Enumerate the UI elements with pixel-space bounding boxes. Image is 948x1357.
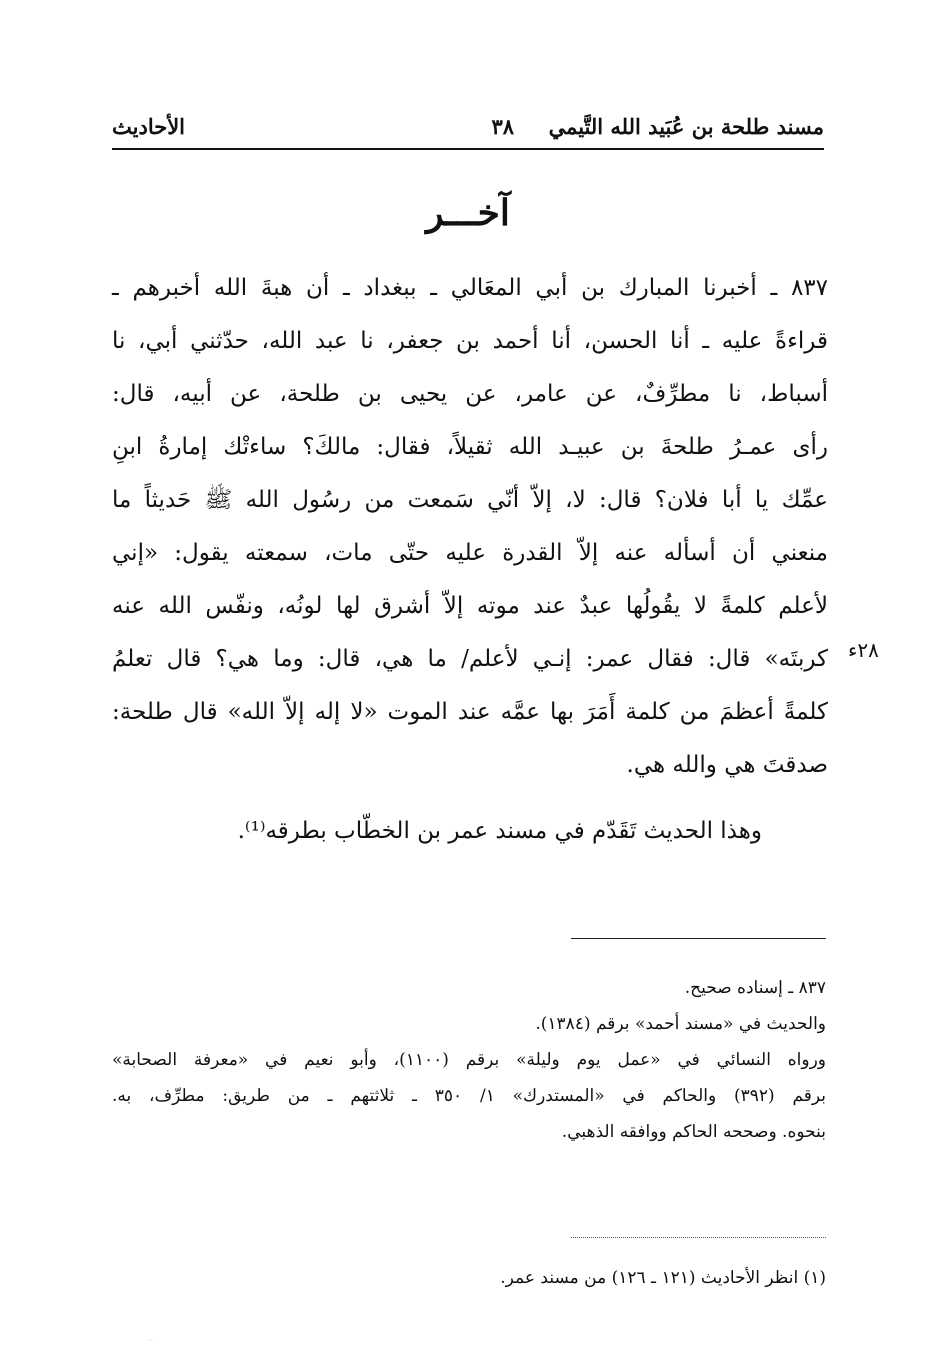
running-header [112, 108, 824, 148]
hadith-line: كربتَه» قال: فقال عمر: إنـي لأعلم/ ما هي، قال: وما هي؟ قال تعلمُ [112, 646, 828, 672]
section-title: آخـــر [426, 192, 510, 234]
note-line: بنحوه. وصححه الحاكم ووافقه الذهبي. [561, 1122, 826, 1142]
hadith-line: رأى عمـرُ طلحةَ بن عبيـد الله ثقيلاً، فقال: مالكَ؟ ساءتْك إمارةُ ابنِ [112, 434, 828, 460]
footnote-separator-dotted [571, 1237, 826, 1238]
closing-remark: وهذا الحديث تَقَدّم في مسند عمر بن الخطّاب بطرقه⁽¹⁾. [237, 818, 762, 844]
hadith-line: كلمةً أعظمَ من كلمة أَمَرَ بها عمَّه عند الموت «لا إله إلاّ الله» قال طلحة: [112, 699, 828, 725]
margin-page-reference: ٢٨ء [848, 638, 879, 662]
hadith-line: صدقتَ هي والله هي. [626, 752, 828, 778]
section-label: الأحاديث [112, 114, 186, 139]
hadith-line: لأعلم كلمةً لا يقُولُها عبدٌ عند موته إلاّ أشرق لها لونُه، ونفّس الله عنه [112, 593, 828, 619]
note-line: والحديث في «مسند أحمد» برقم (١٣٨٤). [535, 1014, 826, 1034]
hadith-line: منعني أن أسأله عنه إلاّ القدرة عليه حتّى مات، سمعته يقول: «إني [112, 540, 828, 566]
hadith-text [112, 262, 828, 792]
note-line: برقم (٣٩٢) والحاكم في «المستدرك» ١/ ٣٥٠ ـ ثلاثتهم ـ من طريق: مطرِّف، به. [112, 1086, 826, 1106]
hadith-line: أسباط، نا مطرِّفٌ، عن عامر، عن يحيى بن طلحة، عن أبيه، قال: [112, 381, 828, 407]
hadith-notes [112, 970, 826, 1150]
footnote-separator [571, 938, 826, 939]
note-line: ورواه النسائي في «عمل يوم وليلة» برقم (١١٠٠)، وأبو نعيم في «معرفة الصحابة» [112, 1050, 826, 1070]
scan-speck [148, 1336, 158, 1344]
page-number: ٣٨ [491, 114, 514, 139]
book-title: مسند طلحة بن عُبَيد الله التَّيمي [548, 114, 824, 139]
header-rule [112, 148, 824, 150]
hadith-line: ٨٣٧ ـ أخبرنا المبارك بن أبي المعَالي ـ ببغداد ـ أن هبةَ الله أخبرهم ـ [112, 275, 828, 301]
footnote-1: (١) انظر الأحاديث (١٢١ ـ ١٢٦) من مسند عمر. [500, 1268, 826, 1288]
hadith-line: قراءةً عليه ـ أنا الحسن، أنا أحمد بن جعفر، نا عبد الله، حدّثني أبي، نا [112, 328, 828, 354]
hadith-line: عمِّك يا أبا فلان؟ قال: لا، إلاّ أنّي سَمعت من رسُول الله ﷺ حَديثاً ما [112, 487, 828, 513]
note-line: ٨٣٧ ـ إسناده صحيح. [684, 978, 826, 998]
